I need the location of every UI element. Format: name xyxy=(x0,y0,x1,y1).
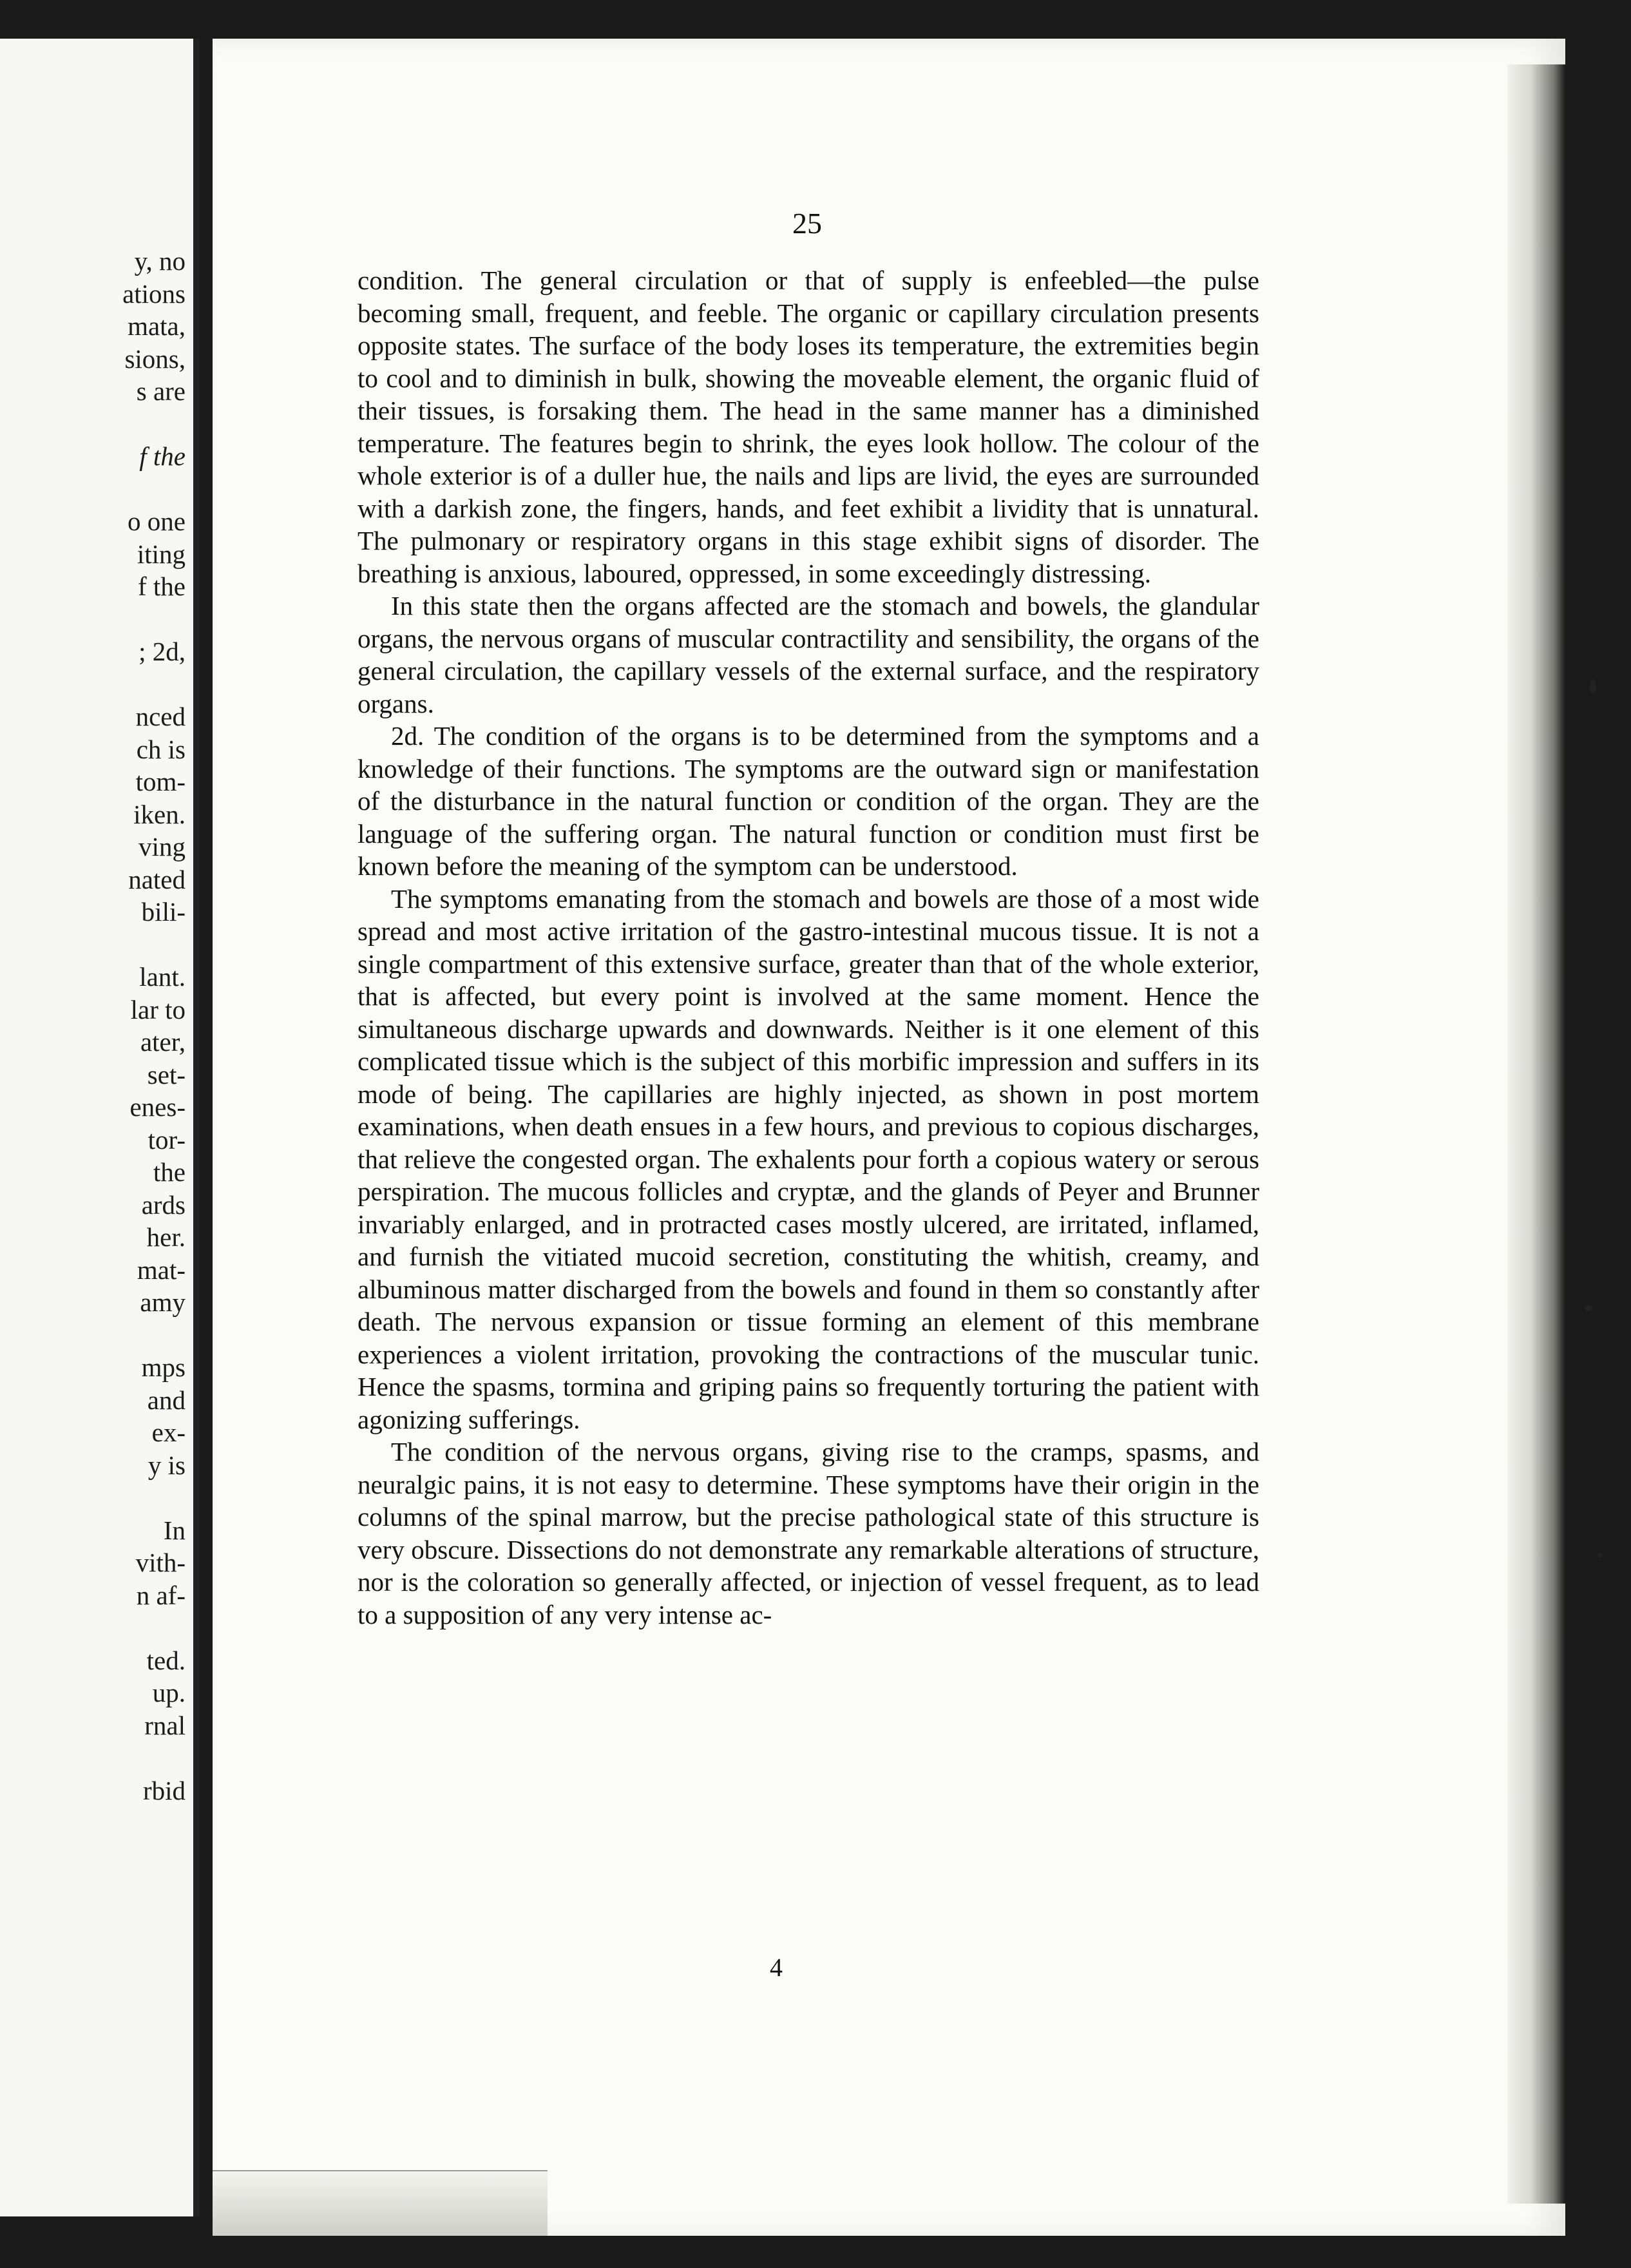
left-page-line: and xyxy=(147,1385,186,1415)
left-page-line: sions, xyxy=(124,343,186,374)
left-page-line: nced xyxy=(135,702,186,731)
left-page-line xyxy=(24,473,186,506)
left-page-line: mps xyxy=(141,1352,186,1382)
paragraph: The symptoms emanating from the stomach and bowels are those of a most wide spread and most active irritation of the gastro-intestinal mucous tissue. It is not a single compartment of this extensive surface, greater than that of the whole exterior, that is affected, but every point is involved at the same moment. Hence the simultaneous discharge upwards and downwards. Neither is it one element of this complicated tissue which is the subject of this morbific impression and suffers in its mode of being. The capillaries are highly injected, as shown in post mortem examinations, when death ensues in a few hours, and previous to copious discharges, that relieve the congested organ. The exhalents pour forth a copious watery or serous perspiration. The mucous follicles and cryptæ, and the glands of Peyer and Brunner invariably enlarged, and in protracted cases mostly ulcered, are irritated, inflamed, and furnish the vitiated mucoid secretion, constituting the whitish, creamy, and albuminous matter discharged from the bowels and found in them so constantly after death. The nervous expansion or tissue forming an element of this membrane experiences a violent irritation, provoking the contractions of the muscular tunic. Hence the spasms, tormina and griping pains so frequently torturing the patient with agonizing sufferings. xyxy=(358,883,1259,1434)
left-page-line: iting xyxy=(137,539,186,569)
paragraph: condition. The general circulation or that of supply is enfeebled—the pulse becoming small, frequent, and feeble. The organic or capillary circulation presents opposite states. The surface of the body loses its temperature, the extremities begin to cool and to diminish in bulk, showing the moveable element, the organic fluid of their tissues, is forsaking them. The head in the same manner has a diminished temperature. The features begin to shrink, the eyes look hollow. The colour of the whole exterior is of a duller hue, the nails and lips are livid, the eyes are surrounded with a darkish zone, the fingers, hands, and feet exhibit a lividity that is unnatural. The pulmonary or respiratory organs in this stage exhibit signs of disorder. The breathing is anxious, laboured, oppressed, in some exceedingly distressing. xyxy=(358,265,1259,588)
left-page-line: enes- xyxy=(129,1092,186,1122)
paragraph: The condition of the nervous organs, giving rise to the cramps, spasms, and neuralgic pains, it is not easy to determine. These symptoms have their origin in the columns of the spinal marrow, but the precise pathological state of this structure is very obscure. Dissections do not demonstrate any remarkable alterations of structure, nor is the coloration so generally affected, or injection of vessel frequent, as to lead to a supposition of any very intense ac- xyxy=(358,1437,1259,1629)
left-page-line: rnal xyxy=(144,1710,186,1740)
left-page-line: nated xyxy=(128,864,186,894)
left-page-line: ex- xyxy=(151,1418,186,1447)
left-page-line xyxy=(24,928,186,961)
left-page-line: her. xyxy=(146,1222,186,1252)
scan-speck xyxy=(1598,1553,1603,1558)
left-page-line: mat- xyxy=(137,1254,186,1285)
left-page-line: rbid xyxy=(142,1775,186,1805)
left-page-line: ving xyxy=(138,832,186,861)
left-page-line: f the xyxy=(139,441,186,471)
left-page-line: ; 2d, xyxy=(138,637,186,666)
signature-mark: 4 xyxy=(770,1953,783,1982)
left-page-line: s are xyxy=(136,376,186,406)
left-page-line: tom- xyxy=(135,767,186,796)
left-page-line: amy xyxy=(140,1287,186,1317)
left-page-line xyxy=(24,603,186,636)
left-page-text xyxy=(24,245,186,1807)
left-page-line: lar to xyxy=(130,994,186,1024)
left-page-line: f the xyxy=(138,572,186,601)
body-text xyxy=(358,264,1259,1631)
left-page-line xyxy=(24,1319,186,1352)
left-page-line: bili- xyxy=(141,897,186,927)
left-page-line: lant. xyxy=(139,962,186,992)
left-page-line: In xyxy=(163,1515,186,1545)
left-page-line xyxy=(24,1611,186,1644)
left-page-line xyxy=(24,1481,186,1514)
left-page-line: ations xyxy=(122,278,186,309)
left-page-line: ater, xyxy=(140,1027,186,1057)
left-page-line xyxy=(24,1742,186,1774)
left-page-line: n af- xyxy=(136,1580,186,1610)
left-page-line: tor- xyxy=(148,1124,186,1155)
left-page-line: mata, xyxy=(128,311,186,341)
paragraph: 2d. The condition of the organs is to be determined from the symptoms and a knowledge of their functions. The symptoms are the outward sign or manifestation of the disturbance in the natural function or condition of the organ. They are the language of the suffering organ. The natural function or condition must first be known before the meaning of the symptom can be understood. xyxy=(358,721,1259,881)
left-page-line: the xyxy=(153,1157,186,1187)
left-page-line: iken. xyxy=(133,799,186,829)
left-page-line: ted. xyxy=(146,1645,186,1675)
left-page-line: y, no xyxy=(134,246,186,276)
left-page-line: up. xyxy=(152,1678,186,1707)
left-page-line: vith- xyxy=(135,1548,186,1577)
page-number: 25 xyxy=(792,207,822,240)
scan-speck xyxy=(1585,1305,1592,1311)
page-curl xyxy=(213,2170,548,2236)
left-page-line xyxy=(24,408,186,441)
left-page-line: o one xyxy=(128,506,186,536)
paragraph: In this state then the organs affected are the stomach and bowels, the glandular organs, the nervous organs of muscular contractility and sensibility, the organs of the general circulation, the capillary vessels of the external surface, and the respiratory organs. xyxy=(358,591,1259,718)
left-page-line: ards xyxy=(141,1189,186,1220)
page-edge xyxy=(1507,64,1565,2204)
left-page-line: ch is xyxy=(136,734,186,764)
left-facing-page xyxy=(0,39,200,2216)
left-page-line xyxy=(24,668,186,701)
scan-speck xyxy=(1590,680,1596,694)
left-page-line: y is xyxy=(148,1450,186,1480)
left-page-line: set- xyxy=(147,1059,186,1090)
